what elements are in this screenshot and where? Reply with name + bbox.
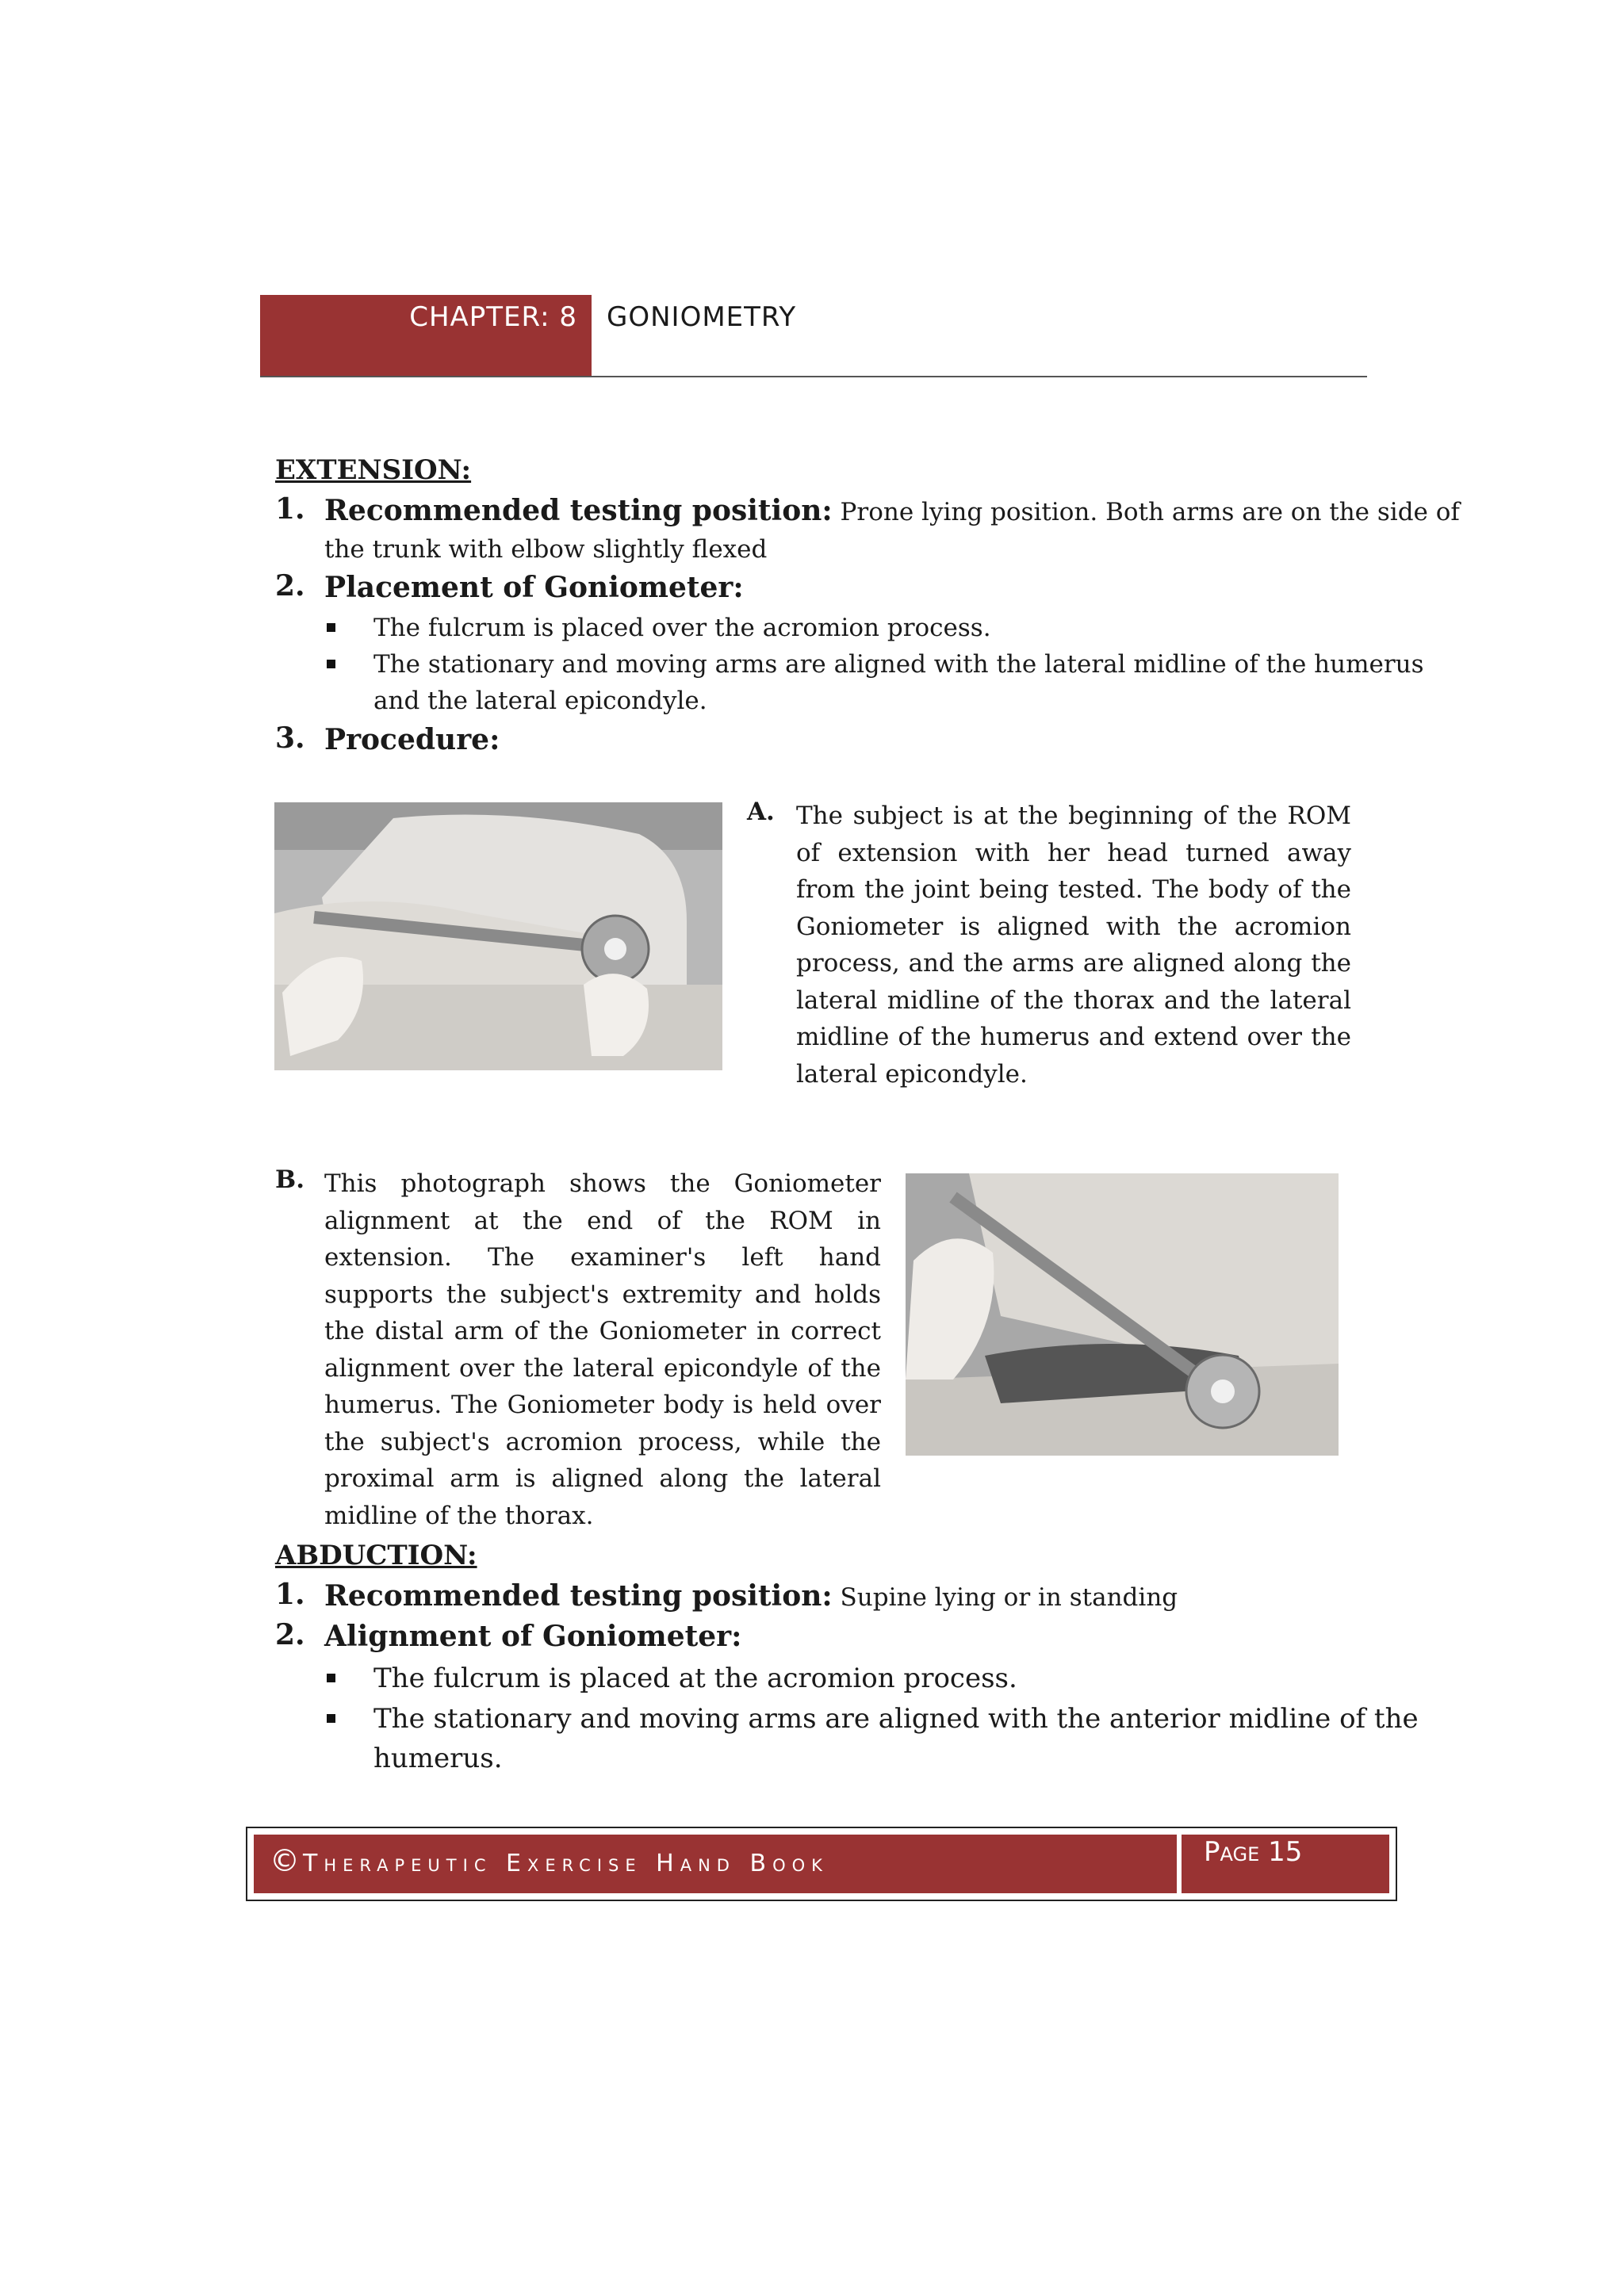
bullet-icon — [327, 660, 335, 668]
step-letter-a: A. — [747, 798, 775, 826]
item-number: 3. — [275, 721, 305, 755]
page-number: Page 15 — [1204, 1836, 1303, 1868]
footer-book-title — [270, 1843, 829, 1878]
abduction-item-1 — [324, 1578, 1178, 1616]
extension-item-3: Procedure: — [324, 723, 500, 756]
abduction-bullet-continued: humerus. — [373, 1743, 503, 1774]
section-heading-extension: EXTENSION: — [275, 454, 472, 486]
item-text: Supine lying or in standing — [832, 1583, 1178, 1612]
bullet-icon — [327, 1714, 335, 1723]
section-heading-abduction: ABDUCTION: — [275, 1540, 477, 1571]
bullet-icon — [327, 1674, 335, 1682]
copyright-icon: © — [270, 1843, 303, 1878]
chapter-label: CHAPTER: 8 — [409, 301, 577, 333]
item-label: Recommended testing position: — [324, 494, 833, 527]
item-number: 1. — [275, 1578, 305, 1611]
item-text: Prone lying position. Both arms are on the side of — [832, 498, 1460, 526]
extension-bullet-continued: and the lateral epicondyle. — [373, 687, 707, 715]
abduction-bullet: The fulcrum is placed at the acromion process. — [373, 1663, 1017, 1694]
extension-item-2: Placement of Goniometer: — [324, 571, 744, 604]
photo-extension-end — [906, 1173, 1339, 1456]
item-number: 2. — [275, 569, 305, 603]
photo-extension-start — [274, 802, 722, 1070]
item-label: Recommended testing position: — [324, 1579, 833, 1613]
header-rule — [260, 376, 1367, 377]
extension-item-1-continued: the trunk with elbow slightly flexed — [324, 535, 768, 564]
step-a-text: The subject is at the beginning of the ROM of extension with her head turned away from the joint being tested. The body of the Goniometer is aligned with the acromion process, and the arms are aligned along the lateral midline of the thorax and the lateral midline of the humerus and extend over the lateral epicondyle. — [796, 802, 1351, 1089]
chapter-header-band — [260, 295, 592, 377]
abduction-item-2: Alignment of Goniometer: — [324, 1620, 742, 1653]
item-number: 2. — [275, 1618, 305, 1651]
extension-bullet: The fulcrum is placed over the acromion process. — [373, 614, 991, 642]
chapter-title: GONIOMETRY — [607, 301, 797, 333]
step-b-text: This photograph shows the Goniometer alignment at the end of the ROM in extension. The examiner's left hand supports the subject's extremity and holds the distal arm of the Goniometer in correct alignment over the lateral epicondyle of the humerus. The Goniometer body is held over the subject's acromion process, while the proximal arm is aligned along the lateral midline of the thorax. — [324, 1169, 881, 1530]
book-title: Therapeutic Exercise Hand Book — [303, 1850, 829, 1877]
extension-item-1 — [324, 492, 1460, 530]
abduction-bullet: The stationary and moving arms are aligned with the anterior midline of the — [373, 1703, 1419, 1735]
bullet-icon — [327, 623, 335, 632]
item-number: 1. — [275, 492, 305, 526]
extension-bullet: The stationary and moving arms are aligned with the lateral midline of the humerus — [373, 650, 1424, 679]
step-letter-b: B. — [275, 1165, 304, 1194]
